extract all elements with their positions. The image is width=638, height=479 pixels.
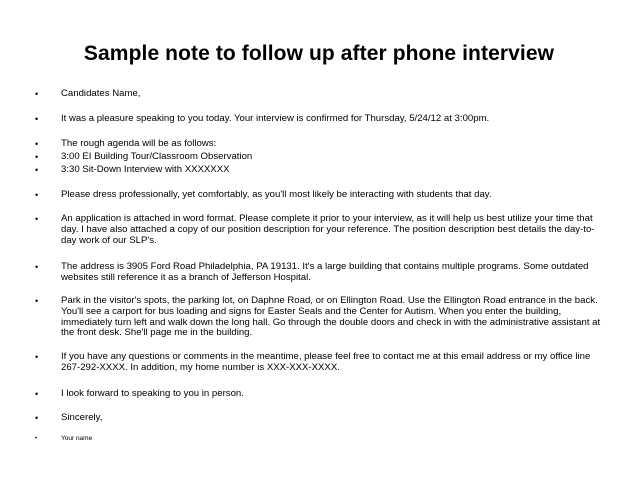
bullet-icon: • — [35, 389, 39, 399]
item-text: 3:00 EI Building Tour/Classroom Observation — [61, 151, 253, 162]
bullet-icon: • — [35, 152, 39, 162]
bullet-icon: • — [35, 89, 39, 99]
bullet-icon: • — [35, 165, 39, 175]
item-text: The rough agenda will be as follows: — [61, 138, 217, 149]
list-item-signature — [37, 435, 607, 443]
item-text: Park in the visitor's spots, the parking lot, on Daphne Road, or on Ellington Road. Use the Ellington Road entrance in the back. You'll see a carport for bus loading and signs for Easter Seals and the Center for Autism. When you enter the building, immediately turn left and walk down the long hall. Go through the double doors and check in with the administrative assistant at the front desk. She'll page me in the building. — [61, 295, 601, 339]
bullet-icon: • — [35, 114, 39, 124]
bullet-icon: • — [35, 214, 39, 224]
bullet-icon: • — [35, 436, 38, 442]
item-text: If you have any questions or comments in the meantime, please feel free to contact me at this email address or my office line 267-292-XXXX. In addition, my home number is XXX-XXX-XXXX. — [61, 351, 591, 373]
list-item-greeting — [37, 89, 607, 100]
list-item-contact — [37, 352, 607, 374]
bullet-icon: • — [35, 190, 39, 200]
bullet-icon: • — [35, 262, 39, 272]
list-item-application — [37, 214, 607, 246]
item-text: Sincerely, — [61, 412, 103, 423]
list-item-dress — [37, 190, 607, 201]
item-text: 3:30 Sit-Down Interview with XXXXXXX — [61, 164, 230, 175]
item-text: I look forward to speaking to you in person. — [61, 388, 244, 399]
item-text: An application is attached in word format. Please complete it prior to your interview, as it will help us best utilize your time that day. I have also attached a copy of our position description for your reference. The position description best details the day-to-day work of our SLP's. — [61, 213, 595, 246]
item-text: The address is 3905 Ford Road Philadelphia, PA 19131. It's a large building that contains multiple programs. Some outdated websites still reference it as a branch of Jefferson Hospital. — [61, 261, 589, 283]
list-item-confirmation — [37, 114, 607, 125]
bullet-icon: • — [35, 413, 39, 423]
bullet-icon: • — [35, 296, 39, 306]
list-item-agenda-tour — [37, 152, 607, 163]
list-item-signoff — [37, 413, 607, 424]
list-item-agenda-interview — [37, 165, 607, 176]
item-text: Your name — [61, 435, 93, 442]
bullet-icon: • — [35, 139, 39, 149]
list-item-agenda — [37, 139, 607, 150]
page-title: Sample note to follow up after phone interview — [83, 42, 555, 65]
item-text: Candidates Name, — [61, 88, 141, 99]
list-item-address — [37, 262, 607, 284]
list-item-closing — [37, 389, 607, 400]
bullet-icon: • — [35, 352, 39, 362]
item-text: It was a pleasure speaking to you today. Your interview is confirmed for Thursday, 5/24/12 at 3:00pm. — [61, 113, 490, 124]
list-item-parking — [37, 296, 607, 339]
item-text: Please dress professionally, yet comfortably, as you'll most likely be interacting with students that day. — [61, 189, 492, 200]
